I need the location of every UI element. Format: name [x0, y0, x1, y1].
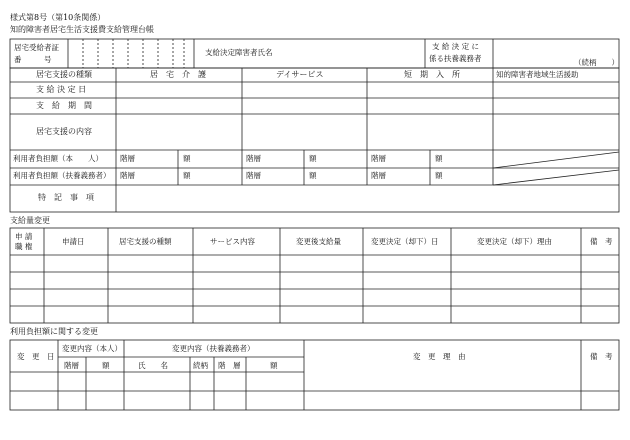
- burden-section-title: 利用負担額に関する変更: [10, 327, 98, 336]
- amount-header: 額: [102, 361, 110, 370]
- amount-label: 額: [309, 171, 317, 180]
- support-type-header: 居宅支援の種類: [36, 70, 92, 79]
- header-decision-reason: 変更決定（却下）理由: [477, 237, 552, 246]
- amount-label: 額: [435, 154, 443, 163]
- obligor-change-header: 変更内容（扶養義務者）: [172, 344, 255, 353]
- header-apply-date: 申請日: [62, 237, 85, 246]
- header-decision-date: 変更決定（却下）日: [371, 237, 439, 246]
- tier-label: 階層: [371, 154, 386, 163]
- amount-label: 額: [183, 171, 191, 180]
- row-content: 居宅支援の内容: [36, 127, 92, 136]
- tier-label: 階層: [120, 154, 135, 163]
- tier-label: 階層: [246, 154, 261, 163]
- tier-header-obligor: 階 層: [218, 361, 241, 370]
- header-service-content: サービス内容: [210, 237, 255, 246]
- remarks-header: 備 考: [590, 352, 613, 361]
- amount-label: 額: [435, 171, 443, 180]
- tier-label: 階層: [120, 171, 135, 180]
- amount-header-obligor: 額: [270, 361, 278, 370]
- burden-obligor-label: 利用者負担額（扶養義務者）: [13, 171, 111, 180]
- self-change-header: 変更内容（本人）: [62, 344, 122, 353]
- support-table-box: [10, 68, 619, 212]
- amount-label: 額: [183, 154, 191, 163]
- recipient-name-label: 支給決定障害者氏名: [205, 48, 273, 57]
- burden-self-label: 利用者負担額（本 人）: [13, 154, 103, 163]
- relation-header: 続柄: [193, 361, 208, 370]
- obligor-label: 支 給 決 定 に: [432, 42, 480, 51]
- header-apply-authority: 申 請 職 権: [15, 232, 33, 251]
- column-day-service: デイサービス: [276, 70, 324, 79]
- remarks-label: 特 記 事 項: [38, 193, 94, 202]
- form-number: 様式第8号（第10条関係）: [10, 13, 106, 22]
- amount-label: 額: [309, 154, 317, 163]
- row-decision-date: 支 給 決 定 日: [36, 85, 87, 94]
- relation-label: （続柄 ）: [574, 58, 619, 67]
- column-group-home: 知的障害者地域生活援助: [496, 70, 579, 79]
- tier-label: 階層: [371, 171, 386, 180]
- tier-label: 階層: [246, 171, 261, 180]
- obligor-label-2: 係る扶養義務者: [429, 54, 482, 63]
- name-header: 氏 名: [138, 361, 168, 370]
- column-home-care: 居 宅 介 護: [150, 70, 206, 79]
- recipient-number-label: 居宅受給者証: [14, 43, 59, 52]
- reason-header: 変 更 理 由: [413, 352, 466, 361]
- recipient-number-label-2: 番 号: [14, 55, 52, 64]
- top-info-box: [10, 39, 619, 68]
- column-short-stay: 短 期 入 所: [404, 70, 460, 79]
- header-new-amount: 変更後支給量: [296, 237, 341, 246]
- form-title: 知的障害者居宅生活支援費支給管理台帳: [10, 25, 154, 34]
- change-section-title: 支給量変更: [10, 216, 50, 225]
- header-support-type: 居宅支援の種類: [119, 237, 172, 246]
- change-date-header: 変 更 日: [17, 352, 55, 361]
- row-period: 支 給 期 間: [36, 101, 92, 110]
- header-remarks: 備 考: [590, 237, 613, 246]
- tier-header: 階層: [64, 361, 79, 370]
